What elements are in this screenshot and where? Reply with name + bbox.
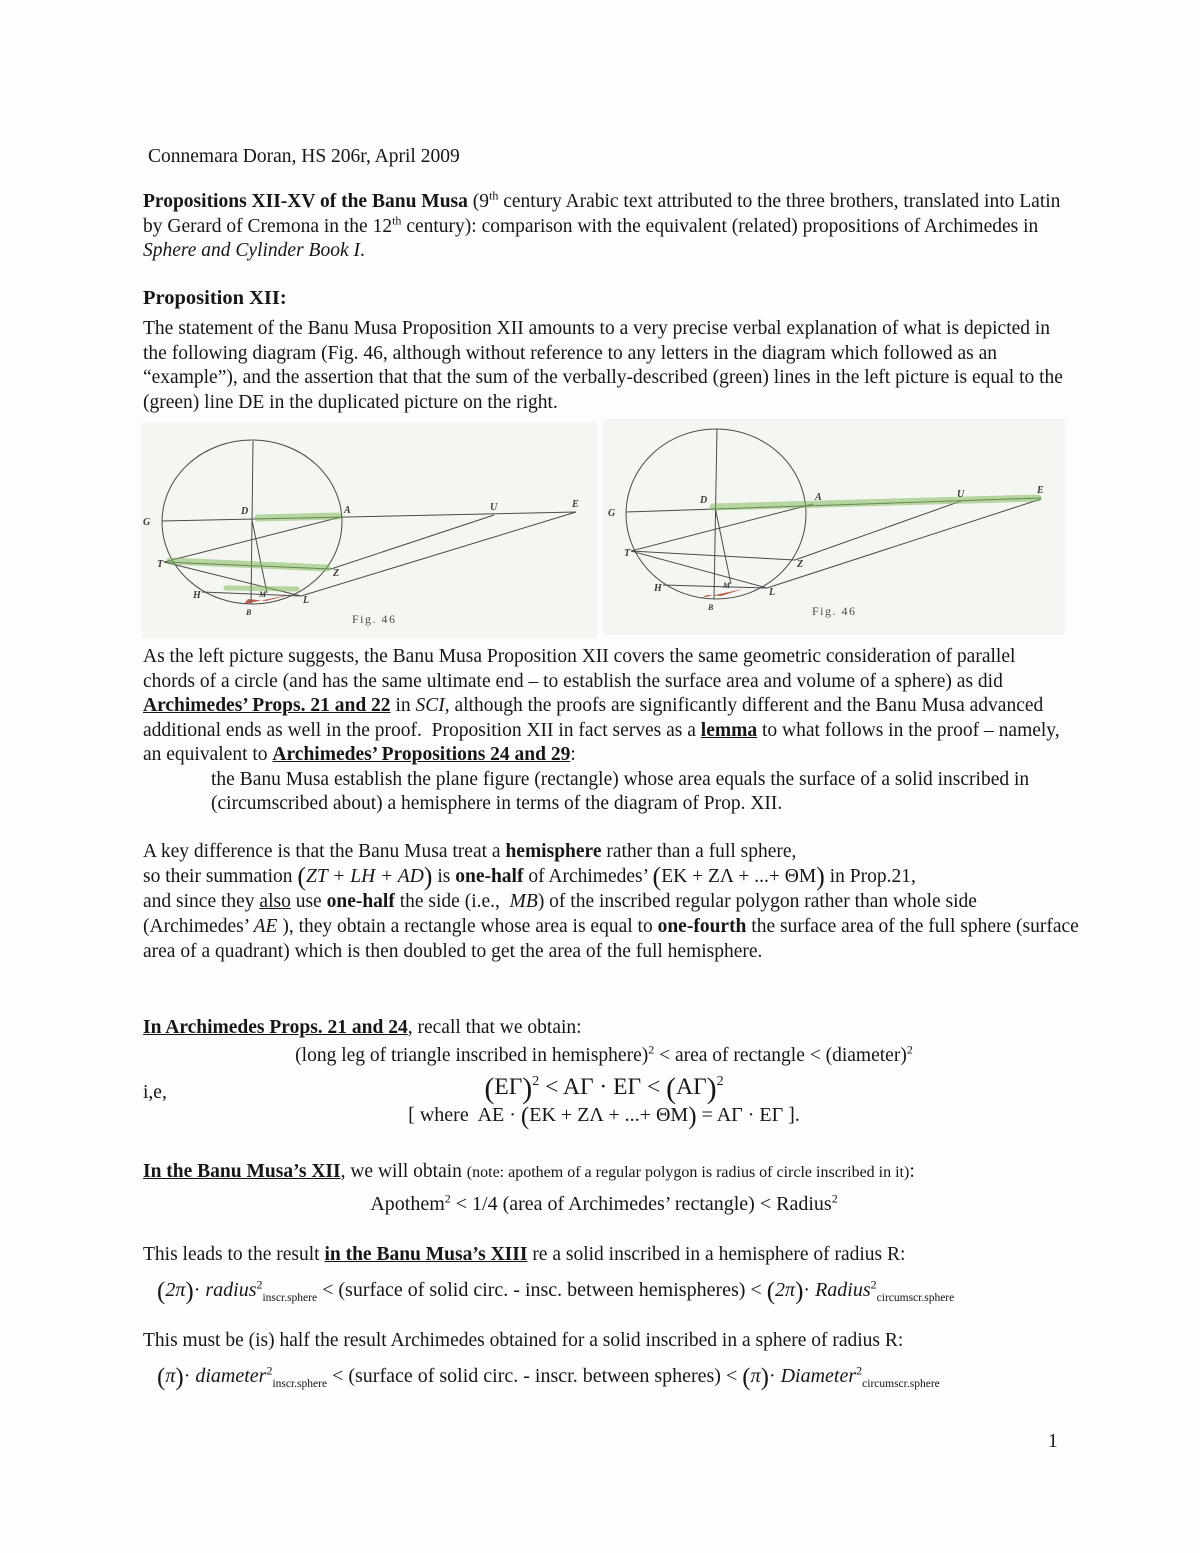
- archimedes-props-24-29-ref: Archimedes’ Propositions 24 and 29: [272, 744, 571, 765]
- point-label: L: [303, 595, 310, 606]
- math-apothem: Apothem: [370, 1192, 445, 1215]
- left-paren: (: [742, 1363, 751, 1391]
- right-paren: ): [423, 862, 433, 891]
- inequality-verbal-line: [143, 1042, 1065, 1067]
- hemisphere-emphasis: hemisphere: [505, 841, 602, 862]
- archimedes-section: [143, 1016, 1065, 1130]
- math-2pi: 2π: [165, 1278, 186, 1301]
- superscript: 2: [716, 1073, 724, 1089]
- point-label: T: [157, 559, 164, 570]
- text-run: and since they: [143, 891, 260, 912]
- math-AG: AΓ: [676, 1073, 707, 1100]
- figure-row: [139, 417, 1067, 642]
- point-label: T: [624, 548, 631, 559]
- superscript: 2: [444, 1190, 451, 1205]
- text-run: ), they obtain a rectangle whose area is equal to: [277, 916, 658, 937]
- point-label: M: [723, 581, 731, 590]
- point-label: A: [815, 492, 822, 503]
- left-paren: (: [520, 1102, 530, 1130]
- final-lead-line: This must be (is) half the result Archimedes obtained for a solid inscribed in a sphere of radius R:: [143, 1330, 904, 1351]
- one-fourth-emphasis: one-fourth: [657, 916, 747, 937]
- apothem-note: (note: apothem of a regular polygon is radius of circle inscribed in it): [466, 1164, 910, 1181]
- final-paragraph: [143, 1329, 1083, 1391]
- point-label: U: [957, 489, 965, 500]
- inequality-formula-row: [143, 1071, 1065, 1105]
- point-label: U: [490, 502, 498, 513]
- final-inequality: [143, 1362, 1083, 1391]
- subscript: inscr.sphere: [272, 1377, 328, 1390]
- banu-musa-13-paragraph: [143, 1243, 1083, 1305]
- point-label: G: [143, 517, 151, 528]
- text-run: .: [359, 240, 365, 261]
- indented-note: the Banu Musa establish the plane figure (rectangle) whose area equals the surface of a solid inscribed in (circumscribed about) a hemisphere in terms of the diagram of Prop. XII.: [211, 768, 1035, 814]
- math-middle: < AΓ · EΓ <: [539, 1073, 667, 1100]
- key-difference-paragraph: [143, 839, 1084, 964]
- sci-abbrev: SCI: [415, 695, 445, 716]
- inequality-formula: [484, 1071, 724, 1105]
- figure-background: [141, 422, 597, 638]
- text-run: :: [909, 1161, 915, 1182]
- text-run: where AE ·: [414, 1103, 521, 1126]
- math-middle: < 1/4 (area of Archimedes’ rectangle) < Radius: [450, 1192, 832, 1215]
- point-label: B: [708, 603, 714, 612]
- left-paren: (: [157, 1277, 166, 1305]
- text-run: the surface area of the full sphere (surface area of a quadrant) which is then doubled to get the area of the full hemisphere.: [143, 916, 1084, 962]
- green-highlight-HL: [226, 588, 297, 589]
- subscript: inscr.sphere: [262, 1291, 318, 1304]
- math-middle: < (surface of solid circ. - insc. between hemispheres) <: [317, 1278, 767, 1301]
- ie-label: i,e,: [143, 1081, 167, 1103]
- left-bracket: [: [408, 1103, 415, 1126]
- banu12-heading-line: [143, 1160, 1065, 1186]
- banu13-lead-line: [143, 1243, 1083, 1268]
- figure-right-fig46: [601, 417, 1067, 642]
- figure-caption: Fig. 46: [352, 612, 397, 626]
- text-run: , although the proofs are significantly different and the Banu Musa advanced additional ends as well in the proof. Proposition XII in fact serves as a: [143, 695, 1049, 741]
- figure-caption: Fig. 46: [812, 604, 857, 618]
- math-AE: AE: [253, 916, 278, 937]
- dot-operator: ·: [803, 1278, 816, 1301]
- point-label: B: [246, 608, 252, 617]
- superscript: 2: [256, 1276, 263, 1291]
- text-run: This leads to the result: [143, 1244, 325, 1265]
- left-paren: (: [297, 862, 307, 891]
- text-run: :: [570, 744, 576, 765]
- superscript: th: [489, 188, 499, 203]
- where-clause-line: [143, 1102, 1065, 1130]
- point-label: E: [572, 499, 579, 510]
- right-paren: ): [688, 1102, 697, 1130]
- left-paren: (: [652, 862, 662, 891]
- superscript: 2: [906, 1042, 913, 1056]
- dot-operator: ·: [193, 1278, 206, 1301]
- text-run: .: [794, 1103, 800, 1126]
- subscript: circumscr.sphere: [876, 1291, 955, 1304]
- text-run: so their summation: [143, 866, 298, 887]
- point-label: D: [241, 506, 249, 517]
- right-paren: ): [816, 862, 825, 891]
- math-EG: EΓ: [494, 1073, 523, 1100]
- superscript: 2: [831, 1190, 838, 1205]
- text-run: , recall that we obtain:: [407, 1017, 582, 1038]
- text-run: ) of the inscribed regular polygon rather than whole side (Archimedes’: [143, 891, 982, 937]
- text-run: , we will obtain: [340, 1161, 467, 1182]
- right-paren: ): [175, 1363, 184, 1391]
- point-label: G: [608, 508, 616, 519]
- archimedes-heading-line: [143, 1016, 1065, 1041]
- archimedes-props-21-22-ref: Archimedes’ Props. 21 and 22: [143, 695, 391, 716]
- discussion-paragraph: [143, 645, 1068, 817]
- dot-operator: ·: [183, 1364, 196, 1387]
- one-half-emphasis: one-half: [455, 866, 524, 887]
- superscript: 2: [856, 1362, 863, 1377]
- book-title: Sphere and Cylinder Book I: [143, 240, 360, 261]
- math-pi: π: [165, 1364, 176, 1387]
- text-run: of Archimedes’: [523, 866, 653, 887]
- apothem-inequality: [143, 1190, 1065, 1216]
- left-paren: (: [484, 1071, 495, 1105]
- text-run: to what follows in the proof – namely, an equivalent to: [143, 719, 1065, 765]
- intro-paragraph: [143, 188, 1066, 264]
- text-run: < area of rectangle < (diameter): [654, 1044, 907, 1066]
- math-sum-banu: ZT + LH + AD: [306, 866, 424, 887]
- point-label: L: [769, 587, 776, 598]
- point-label: A: [344, 505, 351, 516]
- superscript: th: [392, 213, 402, 227]
- math-Diameter: Diameter: [780, 1364, 857, 1387]
- point-label: M: [259, 590, 267, 599]
- figure-left-fig46: [139, 417, 599, 642]
- figure-background: [603, 419, 1065, 635]
- text-run: the side (i.e.,: [394, 891, 510, 912]
- also-emphasis: also: [259, 891, 291, 912]
- point-label: H: [654, 583, 662, 594]
- prop12-paragraph: The statement of the Banu Musa Proposition XII amounts to a very precise verbal explanation of what is depicted in the following diagram (Fig. 46, although without reference to any letters in the diagram which followed as an “example”), and the assertion that that the sum of the verbally-described (green) lines in the left picture is equal to the (green) line DE in the duplicated picture on the right.: [143, 318, 1068, 413]
- math-MB: MB: [509, 891, 538, 912]
- section-heading-prop12: Proposition XII:: [143, 287, 287, 309]
- right-paren: ): [522, 1071, 533, 1105]
- green-highlight-DA: [258, 516, 338, 518]
- superscript: 2: [532, 1073, 540, 1089]
- text-run: in Prop.21,: [824, 866, 916, 887]
- right-paren: ): [706, 1071, 717, 1105]
- math-sum-archimedes: EK + ZΛ + ...+ ΘM: [661, 866, 817, 887]
- point-label: D: [700, 495, 708, 506]
- point-label: H: [193, 590, 201, 601]
- byline: Connemara Doran, HS 206r, April 2009: [148, 146, 460, 167]
- text-run: (9: [472, 191, 489, 212]
- text-run: century): comparison with the equivalent (related) propositions of Archimedes in: [401, 215, 1044, 237]
- math-equals: = AΓ · EΓ: [696, 1103, 789, 1126]
- right-paren: ): [760, 1363, 769, 1391]
- right-paren: ): [185, 1277, 194, 1305]
- point-label: Z: [333, 568, 340, 579]
- banu13-inequality: [143, 1276, 1083, 1305]
- point-label: E: [1037, 485, 1044, 496]
- text-run: A key difference is that the Banu Musa treat a: [143, 841, 506, 862]
- math-middle: < (surface of solid circ. - inscr. between spheres) <: [327, 1364, 743, 1387]
- text-run: re a solid inscribed in a hemisphere of radius R:: [527, 1244, 906, 1265]
- one-half-emphasis: one-half: [326, 891, 395, 912]
- archimedes-props-heading: In Archimedes Props. 21 and 24: [143, 1017, 408, 1038]
- math-Radius: Radius: [815, 1278, 871, 1301]
- page-number: 1: [1048, 1431, 1058, 1452]
- document-title: Propositions XII-XV of the Banu Musa: [143, 191, 473, 212]
- superscript: 2: [266, 1362, 273, 1377]
- banu12-heading: In the Banu Musa’s XII: [143, 1161, 341, 1182]
- superscript: 2: [648, 1042, 655, 1056]
- text-run: As the left picture suggests, the Banu Musa Proposition XII covers the same geometric consideration of parallel chords of a circle (and has the same ultimate end – to establish the surface area and volume of a sphere) as did: [143, 646, 1021, 692]
- math-radius: radius: [205, 1278, 257, 1301]
- left-paren: (: [666, 1071, 677, 1105]
- text-run: is: [432, 866, 456, 887]
- math-sum: EK + ZΛ + ...+ ΘM: [529, 1103, 689, 1126]
- banu13-ref: in the Banu Musa’s XIII: [324, 1244, 528, 1265]
- point-label: Z: [797, 559, 804, 570]
- math-diameter: diameter: [195, 1364, 267, 1387]
- left-paren: (: [157, 1363, 166, 1391]
- text-run: rather than a full sphere,: [601, 841, 797, 862]
- left-paren: (: [766, 1277, 776, 1305]
- right-paren: ): [795, 1277, 804, 1305]
- math-2pi: 2π: [775, 1278, 796, 1301]
- right-bracket: ]: [788, 1103, 795, 1126]
- subscript: circumscr.sphere: [862, 1377, 940, 1390]
- text-run: (long leg of triangle inscribed in hemisphere): [295, 1044, 649, 1066]
- text-run: century Arabic text attributed to the three brothers, translated into Latin by Gerard of Cremona in the 12: [143, 191, 1066, 237]
- banu-musa-12-section: [143, 1160, 1065, 1216]
- text-run: use: [290, 891, 327, 912]
- lemma-emphasis: lemma: [700, 719, 758, 741]
- superscript: 2: [870, 1276, 877, 1291]
- dot-operator: ·: [768, 1364, 781, 1387]
- math-pi: π: [750, 1364, 761, 1387]
- text-run: in: [390, 695, 416, 716]
